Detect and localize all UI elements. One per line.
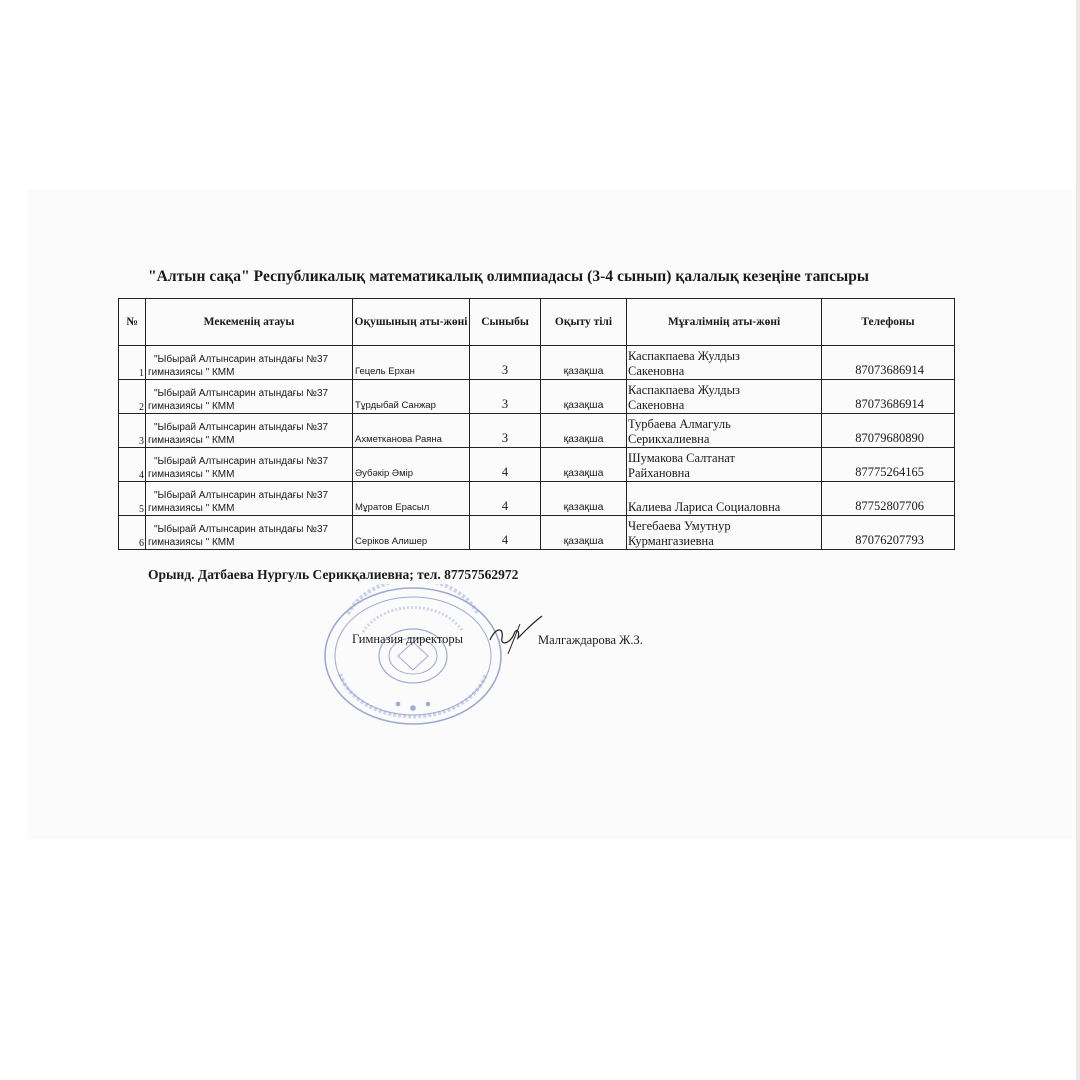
teacher-cell [627,380,822,414]
header-org: Мекеменің атауы [146,299,353,346]
teacher-line1: Шумакова Салтанат [628,451,735,465]
grade-cell: 4 [470,516,541,550]
grade-cell: 4 [470,448,541,482]
table-row [119,448,955,482]
teacher-line2: Сакеновна [628,398,685,412]
table-row [119,516,955,550]
organization-line1: "Ыбырай Алтынсарин атындағы №37 [154,524,329,535]
organization-cell [146,482,353,516]
document-title: "Алтын сақа" Республикалық математикалық олимпиадасы (3-4 сынып) қалалық кезеңіне тапсыры [148,268,870,285]
table-header-row [119,299,955,346]
header-lang: Оқыту тілі [541,299,627,346]
header-grade: Сыныбы [470,299,541,346]
header-student: Оқушының аты-жөні [353,299,470,346]
row-number: 3 [119,414,146,448]
row-number: 4 [119,448,146,482]
language-cell: қазақша [541,482,627,516]
student-name: Әубәкір Әмір [353,448,470,482]
phone-cell: 87775264165 [822,448,955,482]
student-name: Мұратов Ерасыл [353,482,470,516]
table-row [119,482,955,516]
teacher-line1: Каспакпаева Жулдыз [628,383,740,397]
table-row [119,414,955,448]
teacher-line1: Каспакпаева Жулдыз [628,349,740,363]
phone-cell: 87752807706 [822,482,955,516]
language-cell: қазақша [541,414,627,448]
right-edge-shadow [1076,0,1080,1080]
teacher-cell [627,482,822,516]
header-phone: Телефоны [822,299,955,346]
phone-cell: 87076207793 [822,516,955,550]
teacher-line2: Серикхалиевна [628,432,710,446]
organization-line1: "Ыбырай Алтынсарин атындағы №37 [154,456,329,467]
grade-cell: 3 [470,380,541,414]
student-name: Ахметканова Раяна [353,414,470,448]
teacher-line1: Турбаева Алмагуль [628,417,731,431]
organization-line1: "Ыбырай Алтынсарин атындағы №37 [154,354,329,365]
grade-cell: 4 [470,482,541,516]
organization-cell [146,414,353,448]
grade-cell: 3 [470,346,541,380]
row-number: 1 [119,346,146,380]
organization-cell [146,380,353,414]
language-cell: қазақша [541,346,627,380]
organization-line2: гимназиясы " КММ [148,401,235,412]
director-label: Гимназия директоры [352,632,464,646]
student-name: Тұрдыбай Санжар [353,380,470,414]
teacher-cell [627,414,822,448]
teacher-cell [627,346,822,380]
organization-line1: "Ыбырай Алтынсарин атындағы №37 [154,388,329,399]
table-row [119,380,955,414]
organization-line2: гимназиясы " КММ [148,537,235,548]
participants-table [118,298,955,550]
student-name: Гецель Ерхан [353,346,470,380]
row-number: 6 [119,516,146,550]
performer-line: Орынд. Датбаева Нургуль Серикқалиевна; тел. 87757562972 [148,567,519,582]
organization-cell [146,448,353,482]
row-number: 5 [119,482,146,516]
director-name: Малгаждарова Ж.З. [538,633,643,647]
student-name: Серіков Алишер [353,516,470,550]
organization-line1: "Ыбырай Алтынсарин атындағы №37 [154,490,329,501]
language-cell: қазақша [541,380,627,414]
grade-cell: 3 [470,414,541,448]
phone-cell: 87073686914 [822,380,955,414]
row-number: 2 [119,380,146,414]
organization-line2: гимназиясы " КММ [148,367,235,378]
language-cell: қазақша [541,516,627,550]
organization-line1: "Ыбырай Алтынсарин атындағы №37 [154,422,329,433]
table-row [119,346,955,380]
phone-cell: 87079680890 [822,414,955,448]
organization-cell [146,346,353,380]
phone-cell: 87073686914 [822,346,955,380]
teacher-line2: Калиева Лариса Социаловна [628,500,781,514]
left-margin [0,0,8,1080]
language-cell: қазақша [541,448,627,482]
header-teacher: Мұғалімнің аты-жөні [627,299,822,346]
header-num: № [119,299,146,346]
teacher-line1: Чегебаева Умутнур [628,519,731,533]
teacher-cell [627,516,822,550]
organization-line2: гимназиясы " КММ [148,435,235,446]
teacher-line2: Сакеновна [628,364,685,378]
teacher-line2: Курмангазиевна [628,534,714,548]
teacher-cell [627,448,822,482]
organization-line2: гимназиясы " КММ [148,503,235,514]
organization-line2: гимназиясы " КММ [148,469,235,480]
teacher-line2: Райхановна [628,466,690,480]
organization-cell [146,516,353,550]
